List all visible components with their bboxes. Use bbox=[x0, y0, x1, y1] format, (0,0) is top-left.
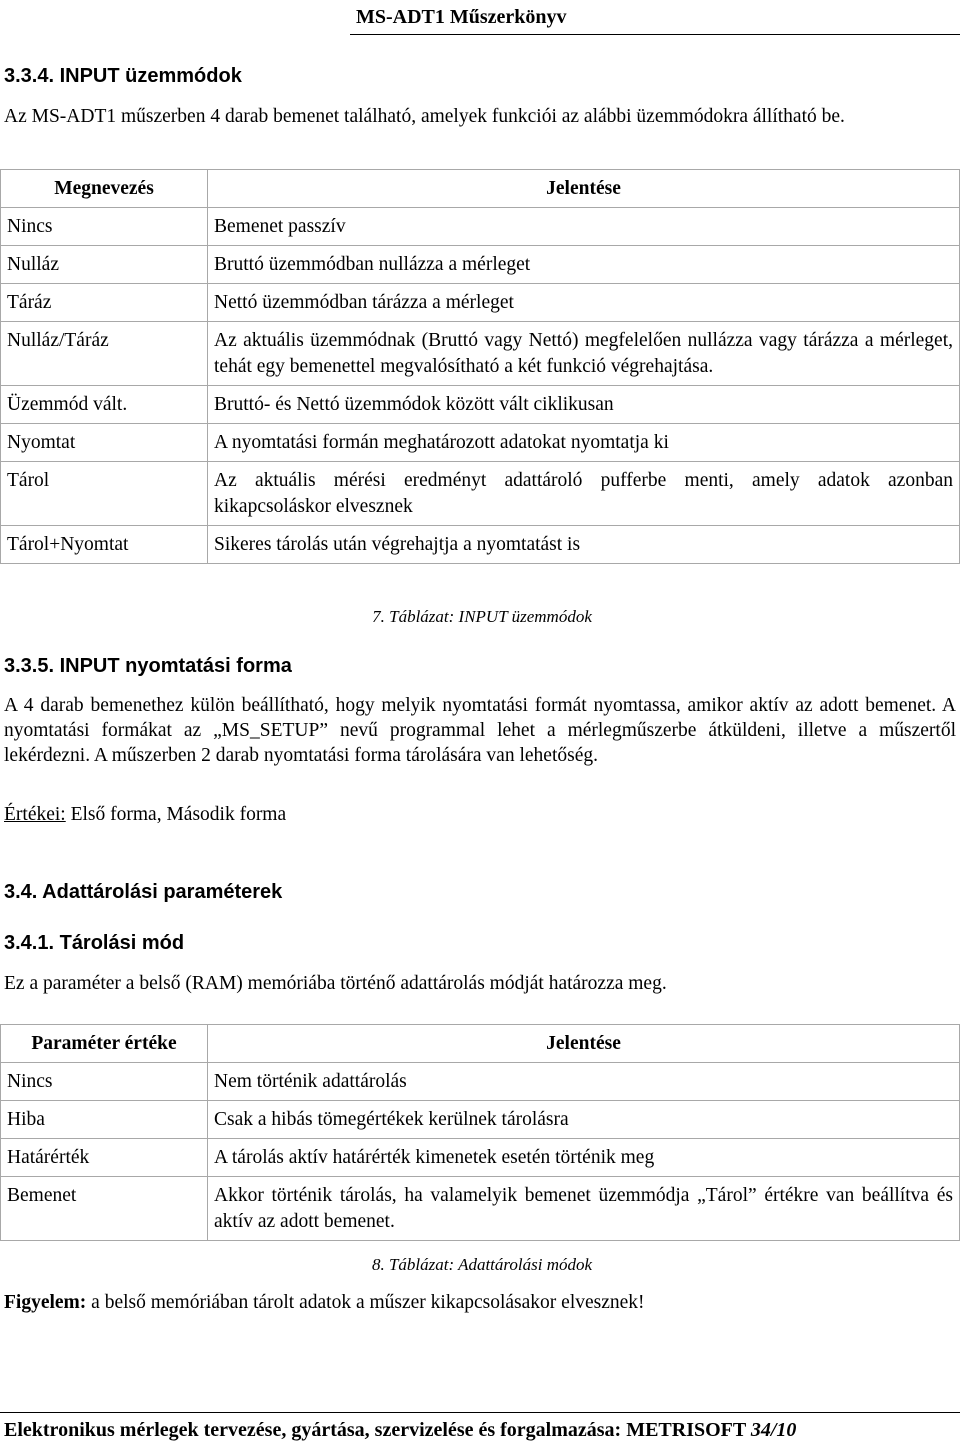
print-form-values bbox=[4, 802, 286, 827]
table-row bbox=[1, 526, 960, 564]
param-value: Nincs bbox=[1, 1063, 208, 1101]
param-value: Határérték bbox=[1, 1139, 208, 1177]
mode-description: Az aktuális üzemmódnak (Bruttó vagy Nettó) megfelelően nullázza vagy tárázza a mérleget, tehát egy bemenettel megvalósítható a két funkció végrehajtása. bbox=[208, 322, 960, 386]
document-header-title: MS-ADT1 Műszerkönyv bbox=[356, 6, 567, 28]
footer-divider bbox=[0, 1412, 960, 1413]
table-row bbox=[1, 322, 960, 386]
table-row bbox=[1, 1177, 960, 1241]
section-3-3-4-intro: Az MS-ADT1 műszerben 4 darab bemenet található, amelyek funkciói az alábbi üzemmódokra állítható be. bbox=[4, 106, 845, 127]
section-3-3-5-body: A 4 darab bemenethez külön beállítható, hogy melyik nyomtatási formát nyomtassa, amikor aktív az adott bemenet. A nyomtatási formákat az „MS_SETUP” nevű programmal lehet a mérlegműszerbe átküldeni, illetve a műszertől lekérdezni. A műszerben 2 darab nyomtatási forma tárolására van lehetőség. bbox=[4, 695, 956, 766]
table-row bbox=[1, 284, 960, 322]
table-row bbox=[1, 424, 960, 462]
table-row bbox=[1, 386, 960, 424]
values-label: Értékei: bbox=[4, 804, 66, 825]
values-text: Első forma, Második forma bbox=[65, 804, 287, 825]
warning-text: a belső memóriában tárolt adatok a műszer kikapcsolásakor elvesznek! bbox=[86, 1292, 645, 1313]
mode-description: Sikeres tárolás után végrehajtja a nyomtatást is bbox=[208, 526, 960, 564]
table-7-caption: 7. Táblázat: INPUT üzemmódok bbox=[372, 607, 592, 626]
mode-description: Bruttó üzemmódban nullázza a mérleget bbox=[208, 246, 960, 284]
param-description: Akkor történik tárolás, ha valamelyik bemenet üzemmódja „Tárol” értékre van beállítva és aktív az adott bemenet. bbox=[208, 1177, 960, 1241]
section-3-3-5-heading: 3.3.5. INPUT nyomtatási forma bbox=[4, 655, 292, 677]
section-3-4-1-intro: Ez a paraméter a belső (RAM) memóriába történő adattárolás módját határozza meg. bbox=[4, 973, 667, 994]
mode-name: Üzemmód vált. bbox=[1, 386, 208, 424]
table-row bbox=[1, 1063, 960, 1101]
page-footer bbox=[4, 1416, 960, 1444]
mode-description: Nettó üzemmódban tárázza a mérleget bbox=[208, 284, 960, 322]
mode-description: A nyomtatási formán meghatározott adatokat nyomtatja ki bbox=[208, 424, 960, 462]
param-description: Nem történik adattárolás bbox=[208, 1063, 960, 1101]
section-3-3-4-heading: 3.3.4. INPUT üzemmódok bbox=[4, 65, 242, 87]
storage-modes-table bbox=[0, 1024, 960, 1241]
section-3-4-heading: 3.4. Adattárolási paraméterek bbox=[4, 881, 283, 903]
footer-text: Elektronikus mérlegek tervezése, gyártása, szervizelése és forgalmazása: METRISOFT bbox=[4, 1419, 746, 1441]
mode-name: Táráz bbox=[1, 284, 208, 322]
table-row bbox=[1, 208, 960, 246]
mode-description: Az aktuális mérési eredményt adattároló pufferbe menti, amely adatok azonban kikapcsoláskor elvesznek bbox=[208, 462, 960, 526]
header-divider bbox=[350, 34, 960, 35]
param-description: Csak a hibás tömegértékek kerülnek tárolásra bbox=[208, 1101, 960, 1139]
table-row bbox=[1, 462, 960, 526]
mode-name: Nulláz/Táráz bbox=[1, 322, 208, 386]
mode-name: Tárol bbox=[1, 462, 208, 526]
table-8-caption: 8. Táblázat: Adattárolási módok bbox=[371, 1255, 593, 1274]
table-row bbox=[1, 1139, 960, 1177]
param-value: Hiba bbox=[1, 1101, 208, 1139]
column-header-meaning: Jelentése bbox=[208, 1025, 960, 1063]
mode-name: Nyomtat bbox=[1, 424, 208, 462]
mode-description: Bruttó- és Nettó üzemmódok között vált ciklikusan bbox=[208, 386, 960, 424]
column-header-meaning: Jelentése bbox=[208, 170, 960, 208]
column-header-param-value: Paraméter értéke bbox=[1, 1025, 208, 1063]
mode-description: Bemenet passzív bbox=[208, 208, 960, 246]
column-header-name: Megnevezés bbox=[1, 170, 208, 208]
input-modes-table bbox=[0, 169, 960, 564]
mode-name: Nincs bbox=[1, 208, 208, 246]
table-header-row bbox=[1, 1025, 960, 1063]
page-number: 34/10 bbox=[750, 1419, 797, 1441]
warning-note bbox=[4, 1290, 645, 1315]
section-3-4-1-heading: 3.4.1. Tárolási mód bbox=[4, 932, 185, 954]
table-row bbox=[1, 246, 960, 284]
table-row bbox=[1, 1101, 960, 1139]
mode-name: Tárol+Nyomtat bbox=[1, 526, 208, 564]
mode-name: Nulláz bbox=[1, 246, 208, 284]
param-value: Bemenet bbox=[1, 1177, 208, 1241]
param-description: A tárolás aktív határérték kimenetek esetén történik meg bbox=[208, 1139, 960, 1177]
table-header-row bbox=[1, 170, 960, 208]
warning-label: Figyelem: bbox=[4, 1292, 87, 1313]
